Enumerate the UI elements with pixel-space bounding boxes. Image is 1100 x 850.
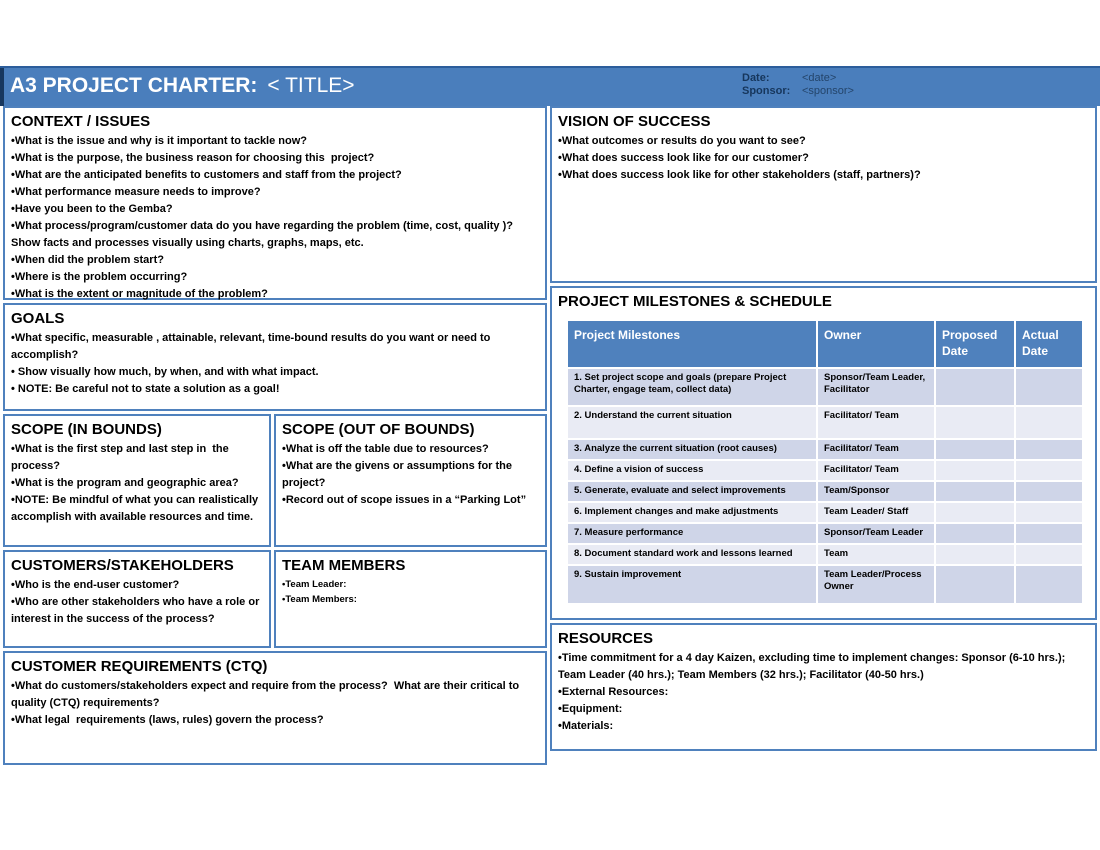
owner-cell: Facilitator/ Team: [818, 440, 934, 459]
bullet-item: • NOTE: Be careful not to state a solution as a goal!: [11, 383, 280, 395]
owner-cell: Team/Sponsor: [818, 482, 934, 501]
bullet-item: •What does success look like for other stakeholders (staff, partners)?: [558, 169, 921, 181]
proposed-date-cell[interactable]: [936, 545, 1014, 564]
actual-date-cell[interactable]: [1016, 503, 1082, 522]
bullet-item: •What is the purpose, the business reason for choosing this project?: [11, 152, 375, 164]
header-bar: [0, 66, 1100, 106]
section-goals: [3, 303, 547, 411]
owner-cell: Sponsor/Team Leader, Facilitator: [818, 369, 934, 405]
bullet-item: •Record out of scope issues in a “Parking Lot”: [282, 494, 527, 506]
bullet-list: [282, 577, 537, 607]
bullet-item: • Show visually how much, by when, and with what impact.: [11, 366, 319, 378]
milestone-cell: 6. Implement changes and make adjustments: [568, 503, 816, 522]
section-project-milestones: [550, 286, 1097, 620]
bullet-item: •What is the issue and why is it important to tackle now?: [11, 135, 308, 147]
owner-cell: Facilitator/ Team: [818, 461, 934, 480]
proposed-date-cell[interactable]: [936, 566, 1014, 603]
owner-cell: Sponsor/Team Leader: [818, 524, 934, 543]
bullet-list: [558, 133, 1087, 184]
section-title: VISION OF SUCCESS: [558, 113, 711, 130]
table-row: [568, 369, 1084, 405]
column-header-milestones: Project Milestones: [568, 321, 816, 367]
milestones-table: [568, 321, 1084, 603]
bullet-list: [558, 650, 1087, 735]
section-title: CUSTOMER REQUIREMENTS (CTQ): [11, 658, 268, 675]
milestone-cell: 1. Set project scope and goals (prepare Project Charter, engage team, collect data): [568, 369, 816, 405]
bullet-item: •What do customers/stakeholders expect and require from the process? What are their critical to quality (CTQ) requirements?: [11, 680, 523, 709]
bullet-item: •Where is the problem occurring?: [11, 271, 188, 283]
actual-date-cell[interactable]: [1016, 440, 1082, 459]
owner-cell: Team Leader/Process Owner: [818, 566, 934, 603]
milestone-cell: 8. Document standard work and lessons learned: [568, 545, 816, 564]
proposed-date-cell[interactable]: [936, 407, 1014, 438]
bullet-item: •What does success look like for our customer?: [558, 152, 809, 164]
table-row: [568, 482, 1084, 501]
section-vision-of-success: [550, 106, 1097, 283]
milestone-cell: 2. Understand the current situation: [568, 407, 816, 438]
section-context-issues: [3, 106, 547, 300]
proposed-date-cell[interactable]: [936, 440, 1014, 459]
proposed-date-cell[interactable]: [936, 503, 1014, 522]
section-title: CUSTOMERS/STAKEHOLDERS: [11, 557, 234, 574]
bullet-item: •Time commitment for a 4 day Kaizen, excluding time to implement changes: Sponsor (6-10 hrs.); Team Leader (40 hrs.); Team Members (32 hrs.); Facilitator (40-50 hrs.): [558, 652, 1069, 681]
table-row: [568, 545, 1084, 564]
bullet-item: •Who is the end-user customer?: [11, 579, 180, 591]
bullet-item: •What are the anticipated benefits to customers and staff from the project?: [11, 169, 402, 181]
milestone-cell: 3. Analyze the current situation (root causes): [568, 440, 816, 459]
bullet-item: •What are the givens or assumptions for the project?: [282, 460, 516, 489]
bullet-item: •What is the extent or magnitude of the problem?: [11, 288, 268, 300]
proposed-date-cell[interactable]: [936, 482, 1014, 501]
actual-date-cell[interactable]: [1016, 369, 1082, 405]
bullet-item: •Team Members:: [282, 594, 357, 605]
bullet-item: •What is off the table due to resources?: [282, 443, 489, 455]
section-team-members: [274, 550, 547, 648]
bullet-item: •What specific, measurable , attainable, relevant, time-bound results do you want or need to accomplish?: [11, 332, 494, 361]
section-title: SCOPE (OUT OF BOUNDS): [282, 421, 475, 438]
table-row: [568, 524, 1084, 543]
owner-cell: Facilitator/ Team: [818, 407, 934, 438]
bullet-item: •What outcomes or results do you want to see?: [558, 135, 806, 147]
section-customers-stakeholders: [3, 550, 271, 648]
bullet-item: •When did the problem start?: [11, 254, 164, 266]
header-meta: [742, 72, 854, 98]
owner-cell: Team Leader/ Staff: [818, 503, 934, 522]
section-title: GOALS: [11, 310, 65, 327]
proposed-date-cell[interactable]: [936, 461, 1014, 480]
bullet-item: •Equipment:: [558, 703, 623, 715]
bullet-item: •What process/program/customer data do you have regarding the problem (time, cost, quality )? Show facts and processes visually using charts, graphs, maps, etc.: [11, 220, 517, 249]
bullet-item: •Team Leader:: [282, 579, 347, 590]
page-title: [10, 74, 355, 98]
bullet-item: •What legal requirements (laws, rules) govern the process?: [11, 714, 324, 726]
milestones-table-header: [568, 321, 1084, 367]
table-row: [568, 461, 1084, 480]
milestone-cell: 9. Sustain improvement: [568, 566, 816, 603]
milestone-cell: 7. Measure performance: [568, 524, 816, 543]
bullet-item: •Materials:: [558, 720, 614, 732]
table-row: [568, 407, 1084, 438]
bullet-list: [11, 133, 537, 303]
section-resources: [550, 623, 1097, 751]
bullet-item: •What is the program and geographic area?: [11, 477, 239, 489]
bullet-item: •External Resources:: [558, 686, 669, 698]
bullet-list: [11, 577, 261, 628]
column-header-proposed-date: Proposed Date: [936, 321, 1014, 367]
bullet-item: •What performance measure needs to improve?: [11, 186, 261, 198]
proposed-date-cell[interactable]: [936, 524, 1014, 543]
section-customer-requirements: [3, 651, 547, 765]
bullet-list: [282, 441, 537, 509]
bullet-list: [11, 441, 261, 526]
date-label: Date:: [742, 72, 770, 84]
owner-cell: Team: [818, 545, 934, 564]
bullet-item: •Who are other stakeholders who have a role or interest in the success of the process?: [11, 596, 263, 625]
actual-date-cell[interactable]: [1016, 566, 1082, 603]
table-row: [568, 440, 1084, 459]
page-title-text: A3 PROJECT CHARTER:: [10, 74, 258, 97]
bullet-item: •NOTE: Be mindful of what you can realistically accomplish with available resources and time.: [11, 494, 262, 523]
proposed-date-cell[interactable]: [936, 369, 1014, 405]
milestone-cell: 4. Define a vision of success: [568, 461, 816, 480]
milestones-table-body: [568, 369, 1084, 603]
section-scope-out-of-bounds: [274, 414, 547, 547]
table-row: [568, 503, 1084, 522]
actual-date-cell[interactable]: [1016, 545, 1082, 564]
bullet-item: •Have you been to the Gemba?: [11, 203, 173, 215]
bullet-list: [11, 678, 537, 729]
actual-date-cell[interactable]: [1016, 482, 1082, 501]
date-value[interactable]: <date>: [802, 72, 837, 84]
section-scope-in-bounds: [3, 414, 271, 547]
table-row: [568, 566, 1084, 603]
column-header-owner: Owner: [818, 321, 934, 367]
section-title: SCOPE (IN BOUNDS): [11, 421, 162, 438]
actual-date-cell[interactable]: [1016, 407, 1082, 438]
bullet-item: •What is the first step and last step in the process?: [11, 443, 232, 472]
actual-date-cell[interactable]: [1016, 524, 1082, 543]
section-title: RESOURCES: [558, 630, 654, 647]
actual-date-cell[interactable]: [1016, 461, 1082, 480]
bullet-list: [11, 330, 537, 398]
sponsor-value[interactable]: <sponsor>: [802, 85, 854, 97]
section-title: CONTEXT / ISSUES: [11, 113, 151, 130]
sponsor-label: Sponsor:: [742, 85, 791, 97]
section-title: PROJECT MILESTONES & SCHEDULE: [558, 293, 832, 310]
title-placeholder[interactable]: < TITLE>: [267, 74, 355, 97]
column-header-actual-date: Actual Date: [1016, 321, 1082, 367]
milestone-cell: 5. Generate, evaluate and select improvements: [568, 482, 816, 501]
section-title: TEAM MEMBERS: [282, 557, 406, 574]
